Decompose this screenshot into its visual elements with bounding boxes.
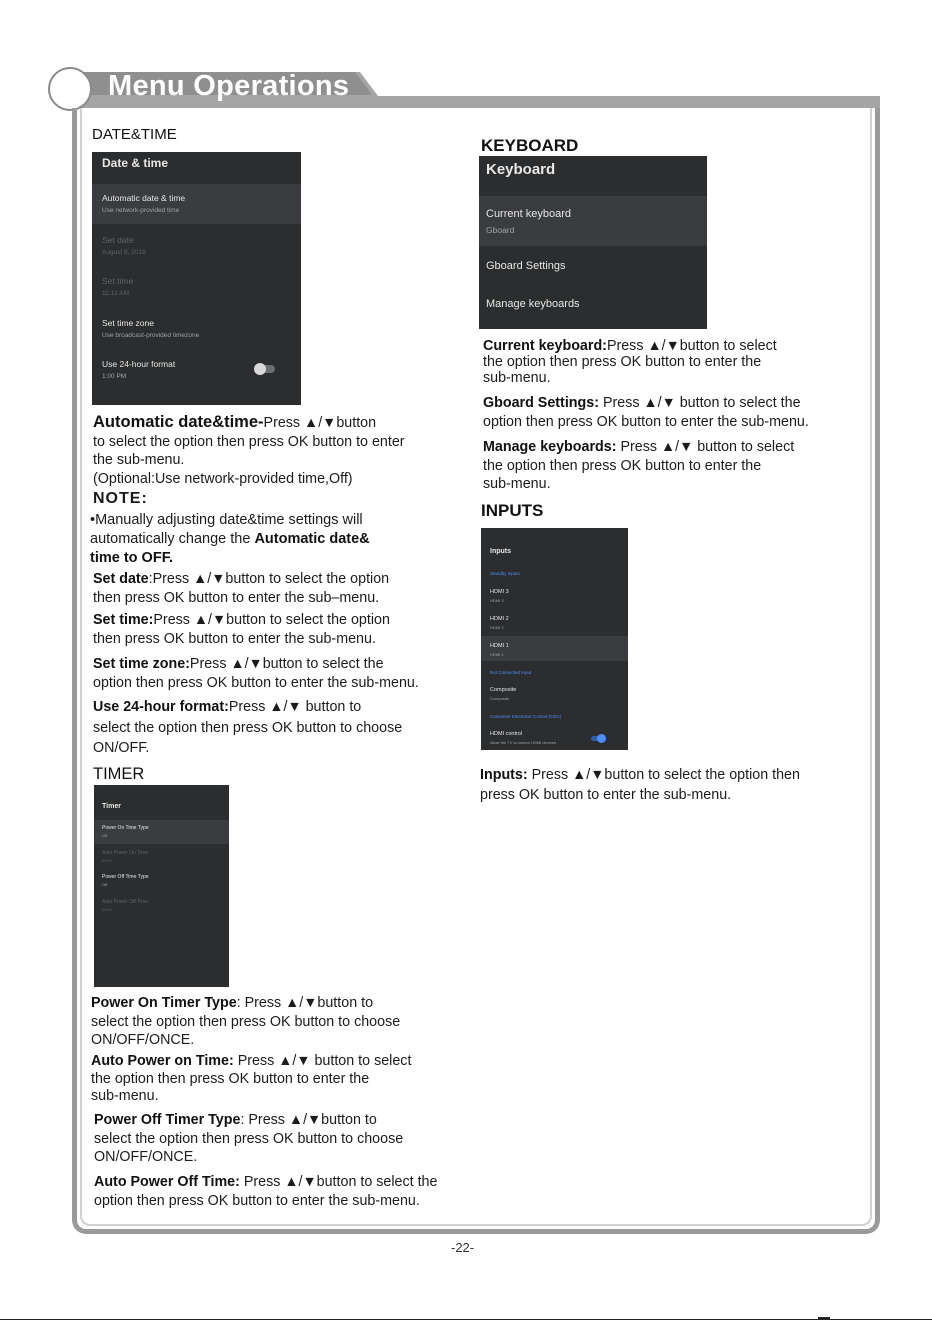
row-sub: 00:00 <box>102 858 113 863</box>
para-text: select the option then press OK button to choose <box>91 1013 401 1030</box>
row-label[interactable]: Composite <box>490 687 517 693</box>
date-time-screen <box>92 152 301 405</box>
power-on-timer-para <box>91 994 400 1050</box>
row-sub: August 8, 2019 <box>102 249 146 256</box>
row-label[interactable]: HDMI 1 <box>490 643 509 649</box>
para-text: option then press OK button to enter the sub-menu. <box>93 674 419 691</box>
current-keyboard-para <box>483 338 777 386</box>
row-sub: Use network-provided time <box>102 207 180 214</box>
page-title: Menu Operations <box>108 70 350 102</box>
para-bold: Current keyboard: <box>483 338 607 354</box>
row-label[interactable]: Automatic date & time <box>102 193 186 203</box>
screen-title: Keyboard <box>486 161 556 178</box>
para-text: Press ▲/▼button to select the <box>239 1174 438 1190</box>
group-label: Consumer Electronic Control (CEC) <box>490 714 562 719</box>
auto-date-time-para <box>93 413 405 488</box>
header-circle <box>48 67 92 111</box>
row-label: Auto Power Off Time <box>102 899 149 905</box>
row-sub: Off <box>102 882 108 887</box>
row-label: Auto Power On Time <box>102 850 149 856</box>
para-text: ON/OFF/ONCE. <box>94 1149 198 1165</box>
para-bold: Manage keyboards: <box>483 439 617 455</box>
power-off-timer-para <box>94 1111 403 1167</box>
bottom-mark <box>818 1317 830 1320</box>
set-date-para <box>93 570 389 607</box>
para-bold: Auto Power Off Time: <box>94 1174 240 1190</box>
section-title-date-time: DATE&TIME <box>92 126 177 143</box>
para-bold: Auto Power on Time: <box>91 1053 234 1069</box>
para-text: option then press OK button to enter the sub-menu. <box>94 1192 420 1209</box>
row-sub: 1:00 PM <box>102 373 127 380</box>
inputs-para <box>480 766 800 805</box>
timer-screen <box>94 785 229 987</box>
row-sub: 00:00 <box>102 907 113 912</box>
toggle-hdmi-control[interactable] <box>591 736 604 741</box>
set-zone-para <box>93 655 419 692</box>
para-text: : Press ▲/▼button to <box>240 1112 377 1128</box>
para-text: Press ▲/▼button <box>263 415 377 431</box>
para-text: then press OK button to enter the sub-menu. <box>93 630 376 647</box>
row-sub: HDMI 3 <box>490 598 504 603</box>
para-text: (Optional:Use network-provided time,Off) <box>93 470 353 487</box>
row-highlight <box>479 196 707 246</box>
row-label[interactable]: Power On Time Type <box>102 825 149 831</box>
row-label[interactable]: Use 24-hour format <box>102 359 176 369</box>
section-title-keyboard: KEYBOARD <box>481 136 579 155</box>
row-label[interactable]: Set time zone <box>102 318 154 328</box>
para-text: ON/OFF. <box>93 740 150 756</box>
note-para <box>90 511 370 568</box>
row-sub: HDMI 2 <box>490 625 504 630</box>
page-number: -22- <box>451 1240 475 1255</box>
para-bold: Power Off Timer Type <box>94 1112 241 1128</box>
gboard-settings-para <box>483 394 809 431</box>
row-label[interactable]: Gboard Settings <box>486 260 566 272</box>
row-label[interactable]: HDMI 2 <box>490 616 509 622</box>
group-label: Standby inputs <box>490 571 520 576</box>
para-text: the option then press OK button to enter the <box>91 1070 370 1087</box>
row-label[interactable]: HDMI 3 <box>490 589 509 595</box>
row-highlight <box>92 184 301 224</box>
para-bold: Automatic date&time- <box>93 413 264 431</box>
row-sub: Use broadcast-provided timezone <box>102 332 200 339</box>
set-time-para <box>93 611 390 648</box>
para-text: •Manually adjusting date&time settings will <box>90 512 363 528</box>
group-label: Not Connected Input <box>490 670 532 675</box>
para-text: select the option then press OK button to choose <box>93 719 403 736</box>
para-text: the option then press OK button to enter the <box>483 354 762 370</box>
para-text: Press ▲/▼ button to select <box>616 439 795 455</box>
row-sub: 11:12 AM <box>102 290 129 297</box>
para-text: press OK button to enter the sub-menu. <box>480 786 732 803</box>
auto-power-on-para <box>91 1053 411 1106</box>
para-bold: Power On Timer Type <box>91 995 237 1011</box>
row-label: Set time <box>102 276 134 286</box>
para-text: Press ▲/▼button to select the option <box>153 612 390 628</box>
para-text: select the option then press OK button to choose <box>94 1130 404 1147</box>
para-bold: time to OFF. <box>90 550 173 566</box>
para-text: Press ▲/▼button to select <box>606 338 777 354</box>
para-text: sub-menu. <box>483 370 551 386</box>
toggle-knob <box>597 734 606 743</box>
para-bold: Inputs: <box>480 767 528 783</box>
toggle-knob <box>254 363 266 375</box>
bottom-rule <box>0 1319 932 1320</box>
use24-para <box>93 697 402 759</box>
section-title-inputs: INPUTS <box>481 501 544 520</box>
para-text: :Press ▲/▼button to select the option <box>148 571 390 587</box>
row-highlight <box>94 820 229 844</box>
para-text: ON/OFF/ONCE. <box>91 1032 195 1048</box>
para-text: : Press ▲/▼button to <box>236 995 374 1011</box>
para-text: sub-menu. <box>483 476 551 492</box>
keyboard-screen <box>479 156 707 329</box>
para-text: Press ▲/▼button to select the <box>189 656 384 672</box>
para-text: the option then press OK button to enter the <box>483 457 762 474</box>
row-sub: Composite <box>490 696 510 701</box>
row-label[interactable]: HDMI control <box>490 731 523 737</box>
para-text: then press OK button to enter the sub–menu. <box>93 589 380 606</box>
row-label: Set date <box>102 235 134 245</box>
para-text: Press ▲/▼ button to select the <box>598 395 801 411</box>
para-bold: Use 24-hour format: <box>93 699 229 715</box>
note-title: NOTE: <box>93 490 148 507</box>
para-text: the sub-menu. <box>93 452 185 468</box>
para-bold: Set time zone: <box>93 656 190 672</box>
para-text: automatically change the <box>90 531 255 547</box>
row-sub: Off <box>102 833 108 838</box>
para-bold: Automatic date& <box>254 531 370 547</box>
para-text: Press ▲/▼button to select the option then <box>527 767 800 783</box>
row-label[interactable]: Manage keyboards <box>486 298 580 310</box>
screen-title: Date & time <box>102 156 169 170</box>
para-text: Press ▲/▼ button to select <box>233 1053 412 1069</box>
screen-title: Inputs <box>490 548 511 555</box>
screen-title: Timer <box>102 803 121 810</box>
para-bold: Gboard Settings: <box>483 395 599 411</box>
para-text: Press ▲/▼ button to <box>228 699 362 715</box>
para-bold: Set date <box>93 571 149 587</box>
inputs-screen <box>481 528 628 750</box>
para-text: option then press OK button to enter the sub-menu. <box>483 413 809 430</box>
row-sub: Gboard <box>486 225 515 235</box>
auto-power-off-para <box>94 1173 437 1210</box>
toggle-24h[interactable] <box>255 365 275 373</box>
section-title-timer: TIMER <box>93 765 145 783</box>
row-sub: HDMI 1 <box>490 652 504 657</box>
para-text: sub-menu. <box>91 1088 159 1104</box>
para-bold: Set time: <box>93 612 154 628</box>
row-label[interactable]: Current keyboard <box>486 208 571 220</box>
row-label[interactable]: Power Off Time Type <box>102 874 149 880</box>
para-text: to select the option then press OK button to enter <box>93 433 405 450</box>
manage-keyboards-para <box>483 438 794 494</box>
row-sub: Allow the TV to control HDMI devices <box>490 740 556 745</box>
